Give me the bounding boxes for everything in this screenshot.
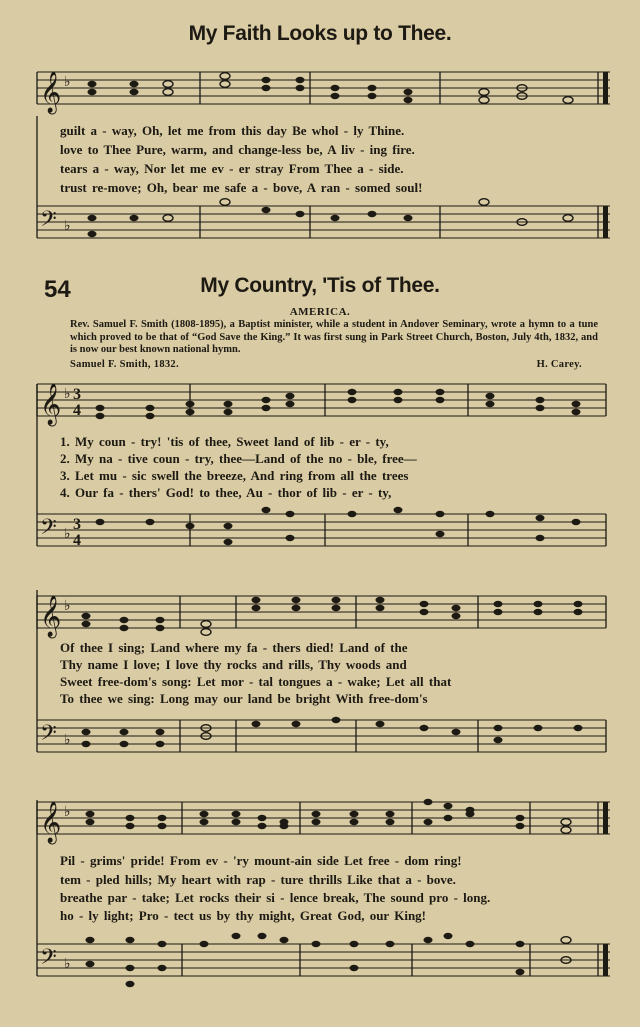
svg-text:♭: ♭ (64, 732, 71, 748)
top-bass-staff (0, 196, 640, 246)
top-treble-staff (0, 66, 640, 116)
system-1-verse-line: 2. My na - tive coun - try, thee—Land of the no - ble, free— (60, 451, 417, 466)
system-3-treble-staff (0, 794, 640, 844)
svg-text:♭: ♭ (64, 956, 71, 972)
svg-text:♭: ♭ (64, 804, 71, 820)
system-1-bass-staff (0, 504, 640, 554)
svg-text:4: 4 (73, 532, 81, 549)
svg-text:3: 3 (73, 386, 81, 403)
svg-text:♭: ♭ (64, 598, 71, 614)
system-2-verse-line: Thy name I love; I love thy rocks and rills, Thy woods and (60, 657, 407, 672)
svg-text:𝄢: 𝄢 (40, 945, 57, 975)
svg-text:𝄢: 𝄢 (40, 721, 57, 751)
svg-text:4: 4 (73, 402, 81, 419)
hymn-number: 54 (44, 276, 71, 303)
top-verse-line: trust re-move; Oh, bear me safe a - bove, A ran - somed soul! (60, 180, 423, 195)
historical-note: Rev. Samuel F. Smith (1808-1895), a Baptist minister, while a student in Andover Seminary, wrote a hymn to a tune which proved to be that of “God Save the King.” It was first sung in Park Street Church, Boston, July 4th, 1832, and is now our best known national hymn. (70, 319, 598, 355)
system-1-verse-line: 1. My coun - try! 'tis of thee, Sweet land of lib - er - ty, (60, 434, 389, 449)
system-3-verse-line: tem - pled hills; My heart with rap - ture thrills Like that a - bove. (60, 872, 456, 887)
svg-text:♭: ♭ (64, 218, 71, 234)
svg-text:𝄞: 𝄞 (40, 384, 62, 425)
system-3-verse-line: Pil - grims' pride! From ev - 'ry mount-ain side Let free - dom ring! (60, 853, 462, 868)
svg-text:𝄞: 𝄞 (40, 596, 62, 637)
system-1-verse-line: 4. Our fa - thers' God! to thee, Au - thor of lib - er - ty, (60, 485, 392, 500)
svg-text:𝄞: 𝄞 (40, 802, 62, 843)
system-2-verse-line: Sweet free-dom's song: Let mor - tal tongues a - wake; Let all that (60, 674, 452, 689)
top-verse-line: tears a - way, Nor let me ev - er stray From Thee a - side. (60, 161, 404, 176)
svg-text:♭: ♭ (64, 74, 71, 90)
svg-text:♭: ♭ (64, 386, 71, 402)
svg-text:♭: ♭ (64, 526, 71, 542)
svg-text:𝄢: 𝄢 (40, 515, 57, 545)
system-3-verse-line: ho - ly light; Pro - tect us by thy might, Great God, our King! (60, 908, 426, 923)
words-credit: Samuel F. Smith, 1832. (70, 359, 179, 370)
system-2-treble-staff (0, 588, 640, 638)
top-verse-line: guilt a - way, Oh, let me from this day Be whol - ly Thine. (60, 123, 405, 138)
hymn-title: My Country, 'Tis of Thee. (200, 274, 440, 297)
system-2-bass-staff (0, 710, 640, 760)
music-credit: H. Carey. (536, 359, 582, 370)
top-verse-line: love to Thee Pure, warm, and change-less be, A liv - ing fire. (60, 142, 415, 157)
svg-text:𝄞: 𝄞 (40, 72, 62, 113)
system-1-verse-line: 3. Let mu - sic swell the breeze, And ring from all the trees (60, 468, 409, 483)
tune-name: AMERICA. (289, 306, 351, 318)
svg-text:𝄢: 𝄢 (40, 207, 57, 237)
system-2-verse-line: To thee we sing: Long may our land be bright With free-dom's (60, 691, 428, 706)
hymn-top-title: My Faith Looks up to Thee. (188, 22, 452, 45)
system-3-verse-line: breathe par - take; Let rocks their si - lence break, The sound pro - long. (60, 890, 491, 905)
svg-text:3: 3 (73, 516, 81, 533)
system-2-verse-line: Of thee I sing; Land where my fa - thers died! Land of the (60, 640, 408, 655)
system-3-bass-staff (0, 930, 640, 1000)
system-1-treble-staff (0, 376, 640, 426)
